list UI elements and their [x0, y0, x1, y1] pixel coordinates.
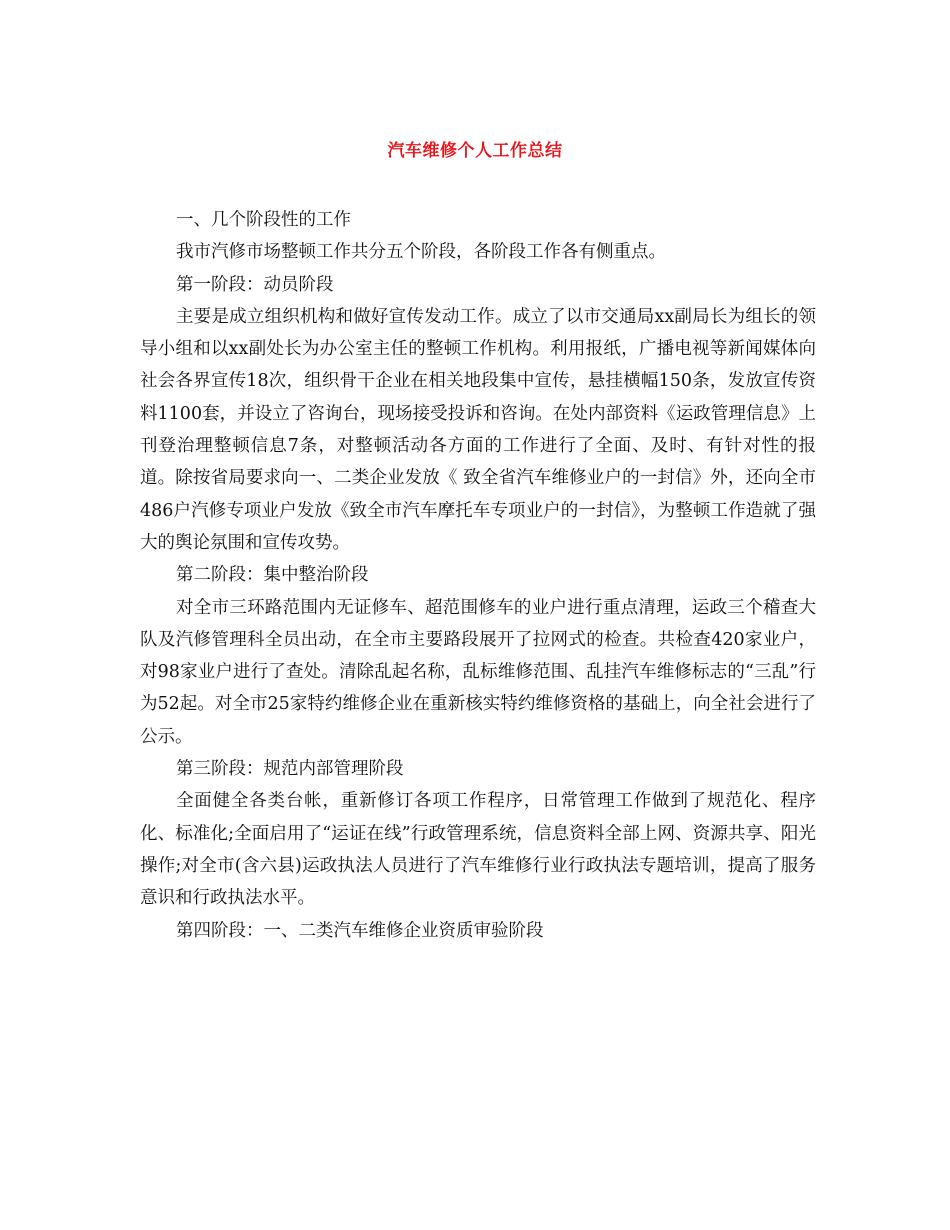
section-heading: 一、几个阶段性的工作: [176, 210, 351, 230]
document-title: 汽车维修个人工作总结: [387, 141, 563, 161]
paragraph: 对全市三环路范围内无证修车、超范围修车的业户进行重点清理，运政三个稽查大队及汽修管理科全员出动，在全市主要路段展开了拉网式的检查。共检查420家业户，对98家业户进行了查处。清除乱起名称，乱标维修范围、乱挂汽车维修标志的“三乱”行为52起。对全市25家特约维修企业在重新核实特约维修资格的基础上，向全社会进行了公示。: [140, 597, 816, 747]
stage-heading: 第三阶段：规范内部管理阶段: [176, 759, 404, 780]
paragraph: 全面健全各类台帐，重新修订各项工作程序，日常管理工作做到了规范化、程序化、标准化;全面启用了“运证在线”行政管理系统，信息资料全部上网、资源共享、阳光操作;对全市(含六县)运政执法人员进行了汽车维修行业行政执法专题培训，提高了服务意识和行政执法水平。: [140, 791, 816, 909]
paragraph: 我市汽修市场整顿工作共分五个阶段，各阶段工作各有侧重点。: [176, 242, 666, 263]
stage-heading: 第二阶段：集中整治阶段: [176, 565, 369, 586]
stage-heading: 第四阶段：一、二类汽车维修企业资质审验阶段: [176, 920, 544, 941]
paragraph: 主要是成立组织机构和做好宣传发动工作。成立了以市交通局xx副局长为组长的领导小组和以xx副处长为办公室主任的整顿工作机构。利用报纸，广播电视等新闻媒体向社会各界宣传18次，组织骨干企业在相关地段集中宣传，悬挂横幅150条，发放宣传资料1100套，并设立了咨询台，现场接受投诉和咨询。在处内部资料《运政管理信息》上刊登治理整顿信息7条，对整顿活动各方面的工作进行了全面、及时、有针对性的报道。除按省局要求向一、二类企业发放《 致全省汽车维修业户的一封信》外，还向全市486户汽修专项业户发放《致全市汽车摩托车专项业户的一封信》，为整顿工作造就了强大的舆论氛围和宣传攻势。: [140, 306, 816, 553]
stage-heading: 第一阶段：动员阶段: [176, 274, 334, 295]
document-body: [140, 204, 816, 947]
